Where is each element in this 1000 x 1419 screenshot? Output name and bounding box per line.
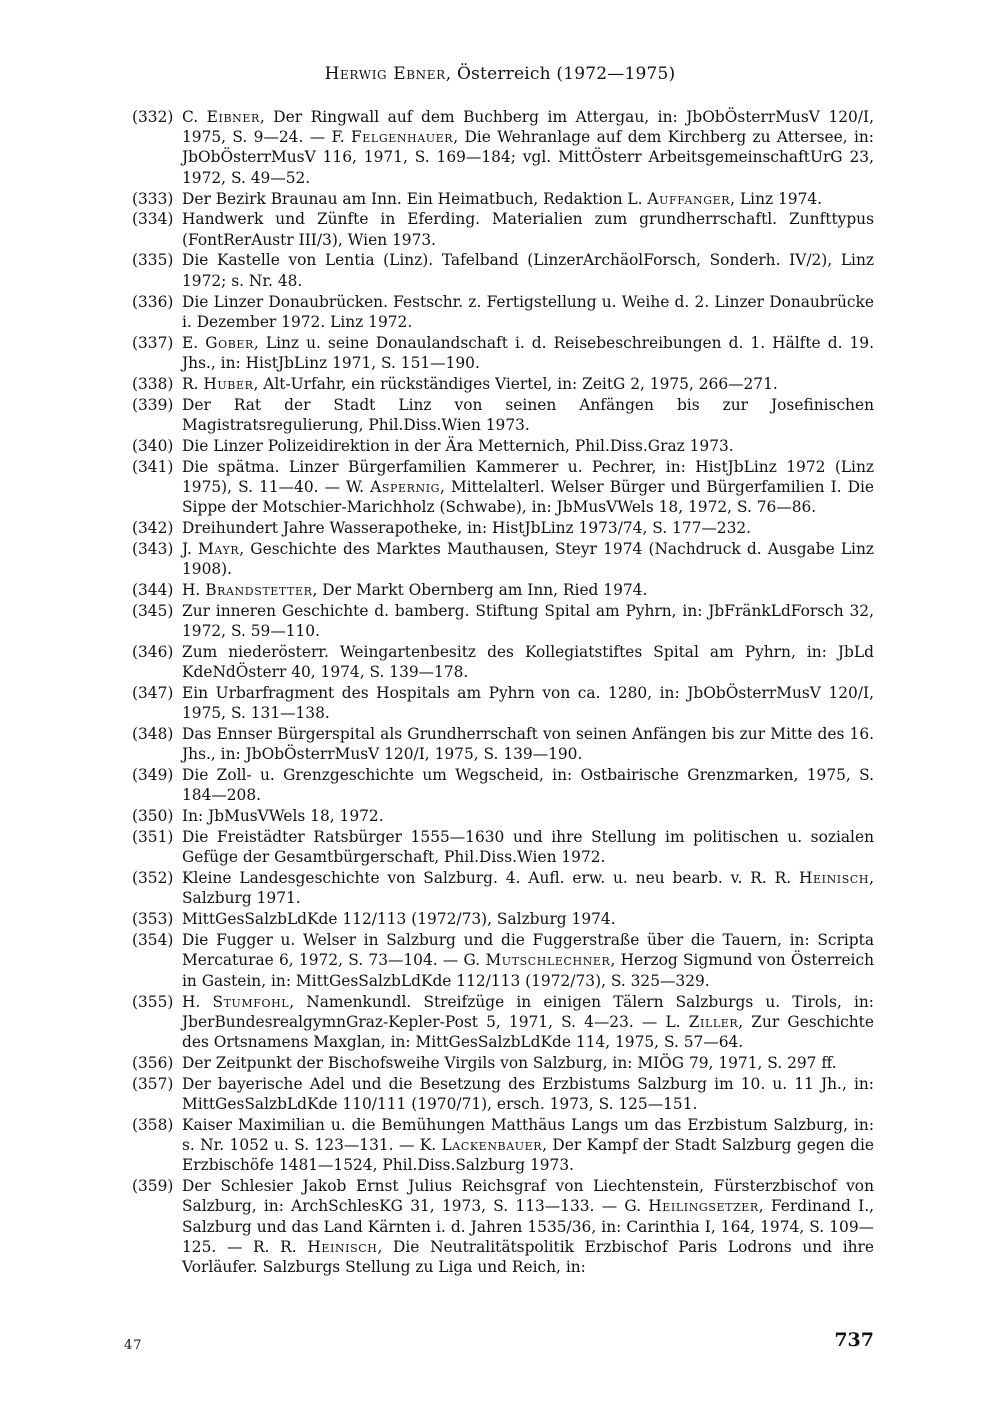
bibliography-entry <box>132 1074 874 1114</box>
entry-number: (345) <box>132 601 174 620</box>
citation-text: Die Linzer Polizeidirektion in der Ära Metternich, Phil.Diss.Graz 1973. <box>182 436 734 455</box>
entry-text <box>182 602 874 640</box>
entry-number: (335) <box>132 251 174 270</box>
entry-number: (351) <box>132 828 174 847</box>
bibliography-list <box>132 107 874 1278</box>
citation-text: , Alt-Urfahr, ein rückständiges Viertel, in: ZeitG 2, 1975, 266—271. <box>253 374 778 393</box>
author-name: Aspernig <box>370 477 441 496</box>
author-name: Ziller <box>688 1012 739 1031</box>
citation-text: Das Ennser Bürgerspital als Grundherrschaft von seinen Anfängen bis zur Mitte des 16. Jhs., in: JbObÖsterrMusV 120/I, 1975, S. 139—190. <box>182 725 874 764</box>
citation-text: , Ferdinand I., Salzburg und das Land Kärnten i. d. Jahren 1535/36, in: Carinthia I, 164, 1974, S. 109—125. — R. R. <box>182 1197 874 1256</box>
citation-text: , Salzburg 1971. <box>182 869 874 908</box>
citation-text: , Herzog Sigmund von Österreich in Gastein, in: MittGesSalzbLdKde 112/113 (1972/73), S. 325—329. <box>182 951 875 990</box>
citation-text: , Mittelalterl. Welser Bürger und Bürgerfamilien I. Die Sippe der Motschier-Marichholz (Schwabe), in: JbMusVWels 18, 1972, S. 76—86. <box>182 477 874 517</box>
entry-text <box>182 725 874 763</box>
bibliography-entry <box>132 724 874 764</box>
citation-text: Handwerk und Zünfte in Eferding. Materialien zum grundherrschaftl. Zunfttypus (FontRerAustr III/3), Wien 1973. <box>182 210 874 249</box>
entry-text <box>182 375 778 393</box>
bibliography-entry <box>132 457 874 518</box>
citation-text: Die Freistädter Ratsbürger 1555—1630 und ihre Stellung im politischen u. sozialen Gefüge der Gesamtbürgerschaft, Phil.Diss.Wien 1972. <box>182 828 874 867</box>
author-name: Felgenhauer <box>351 128 454 147</box>
entry-number: (349) <box>132 766 174 785</box>
entry-text <box>182 1177 874 1276</box>
citation-text: H. <box>182 580 206 599</box>
entry-text <box>182 540 874 578</box>
entry-number: (347) <box>132 684 174 702</box>
bibliography-entry <box>132 518 874 538</box>
running-head-title: , Österreich (1972—1975) <box>445 64 676 84</box>
entry-text <box>182 993 874 1051</box>
entry-number: (334) <box>132 210 174 229</box>
entry-number: (350) <box>132 807 174 826</box>
author-name: Heinisch <box>798 869 870 888</box>
author-name: Heinisch <box>307 1237 378 1256</box>
bibliography-entry <box>132 868 874 908</box>
entry-number: (342) <box>132 518 174 537</box>
bibliography-entry <box>132 683 874 723</box>
entry-text <box>182 828 874 866</box>
bibliography-entry <box>132 1053 874 1073</box>
entry-number: (332) <box>132 108 174 126</box>
bibliography-entry <box>132 1115 874 1176</box>
citation-text: Der Bezirk Braunau am Inn. Ein Heimatbuch, Redaktion L. <box>182 189 648 208</box>
entry-text <box>182 519 751 537</box>
author-name: Stumfohl <box>212 992 290 1011</box>
bibliography-entry <box>132 806 874 826</box>
entry-text <box>182 1116 874 1174</box>
entry-text <box>182 581 647 599</box>
entry-number: (358) <box>132 1115 174 1134</box>
citation-text: Die Kastelle von Lentia (Linz). Tafelband (LinzerArchäolForsch, Sonderh. IV/2), Linz 1972; s. Nr. 48. <box>182 251 874 290</box>
bibliography-entry <box>132 765 874 805</box>
author-name: Eibner <box>206 108 260 126</box>
bibliography-entry <box>132 209 874 249</box>
entry-text <box>182 807 384 825</box>
entry-text <box>182 334 874 372</box>
bibliography-entry <box>132 642 874 682</box>
entry-text <box>182 910 616 928</box>
author-name: Gober <box>205 333 254 352</box>
author-name: Auffanger <box>647 189 731 208</box>
bibliography-entry <box>132 601 874 641</box>
citation-text: , Linz u. seine Donaulandschaft i. d. Reisebeschreibungen d. 1. Hälfte d. 19. Jhs., in: HistJbLinz 1971, S. 151—190. <box>182 333 874 372</box>
entry-number: (341) <box>132 457 174 476</box>
citation-text: Der Zeitpunkt der Bischofsweihe Virgils von Salzburg, in: MIÖG 79, 1971, S. 297 ff. <box>182 1053 837 1072</box>
citation-text: Ein Urbarfragment des Hospitals am Pyhrn von ca. 1280, in: JbObÖsterrMusV 120/I, 1975, S. 131—138. <box>182 684 874 723</box>
entry-number: (343) <box>132 539 174 558</box>
citation-text: Zur inneren Geschichte d. bamberg. Stiftung Spital am Pyhrn, in: JbFränkLdForsch 32, 1972, S. 59—110. <box>182 601 874 641</box>
entry-text <box>182 190 822 208</box>
entry-number: (338) <box>132 374 174 393</box>
entry-text <box>182 251 874 289</box>
citation-text: Die Zoll- u. Grenzgeschichte um Wegscheid, in: Ostbairische Grenzmarken, 1975, S. 184—208. <box>182 766 874 805</box>
entry-number: (359) <box>132 1177 174 1196</box>
entry-text <box>182 869 874 907</box>
citation-text: MittGesSalzbLdKde 112/113 (1972/73), Salzburg 1974. <box>182 910 616 929</box>
citation-text: H. <box>182 992 213 1011</box>
entry-number: (352) <box>132 869 174 888</box>
entry-text <box>182 931 874 989</box>
citation-text: Zum niederösterr. Weingartenbesitz des Kollegiatstiftes Spital am Pyhrn, in: JbLd KdeNdÖsterr 40, 1974, S. 139—178. <box>182 642 874 682</box>
entry-number: (336) <box>132 292 174 311</box>
entry-text <box>182 1054 837 1072</box>
citation-text: , Der Kampf der Stadt Salzburg gegen die Erzbischöfe 1481—1524, Phil.Diss.Salzburg 1973. <box>182 1136 874 1175</box>
bibliography-entry <box>132 930 874 991</box>
bibliography-entry <box>132 292 874 332</box>
citation-text: C. <box>182 108 207 126</box>
citation-text: Die Fugger u. Welser in Salzburg und die Fuggerstraße über die Tauern, in: Scripta Mercaturae 6, 1972, S. 73—104. — G. <box>182 931 874 970</box>
entry-number: (333) <box>132 189 174 208</box>
citation-text: Dreihundert Jahre Wasserapotheke, in: HistJbLinz 1973/74, S. 177—232. <box>182 518 752 537</box>
entry-number: (337) <box>132 333 174 352</box>
bibliography-entry <box>132 250 874 290</box>
entry-text <box>182 643 874 681</box>
bibliography-entry <box>132 909 874 929</box>
bibliography-entry <box>132 395 874 435</box>
citation-text: , Namenkundl. Streifzüge in einigen Tälern Salzburgs u. Tirols, in: JberBundesrealgymnGraz-Kepler-Post 5, 1971, S. 4—23. — L. <box>182 992 874 1031</box>
running-head-author: Herwig Ebner <box>324 64 446 84</box>
bibliography-entry <box>132 333 874 373</box>
entry-text <box>182 1075 874 1113</box>
entry-number: (355) <box>132 992 174 1011</box>
citation-text: R. <box>182 374 204 393</box>
citation-text: E. <box>182 333 206 352</box>
bibliography-entry <box>132 992 874 1053</box>
entry-number: (357) <box>132 1074 174 1093</box>
citation-text: In: JbMusVWels 18, 1972. <box>182 807 384 826</box>
entry-number: (353) <box>132 910 174 929</box>
entry-text <box>182 108 874 187</box>
entry-text <box>182 437 734 455</box>
citation-text: , Zur Geschichte des Ortsnamens Maxglan, in: MittGesSalzbLdKde 114, 1975, S. 57—64. <box>182 1012 874 1051</box>
author-name: Mayr <box>198 539 240 558</box>
citation-text: , Der Markt Obernberg am Inn, Ried 1974. <box>312 580 648 599</box>
signature-mark: 47 <box>124 1338 143 1353</box>
bibliography-entry <box>132 436 874 456</box>
entry-number: (346) <box>132 642 174 661</box>
citation-text: Die spätma. Linzer Bürgerfamilien Kammerer u. Pechrer, in: HistJbLinz 1972 (Linz 1975), S. 11—40. — W. <box>182 457 874 496</box>
entry-text <box>182 458 874 516</box>
citation-text: J. <box>182 539 199 558</box>
entry-number: (348) <box>132 725 174 744</box>
author-name: Mutschlechner <box>485 951 611 970</box>
entry-number: (344) <box>132 580 174 599</box>
bibliography-entry <box>132 580 874 600</box>
citation-text: , Der Ringwall auf dem Buchberg im Attergau, in: JbObÖsterrMusV 120/I, 1975, S. 9—24. — F. <box>182 108 874 147</box>
bibliography-entry <box>132 827 874 867</box>
entry-text <box>182 766 874 804</box>
citation-text: , Die Wehranlage auf dem Kirchberg zu Attersee, in: JbObÖsterrMusV 116, 1971, S. 169—184; vgl. MittÖsterr ArbeitsgemeinschaftUrG 23, 1972, S. 49—52. <box>182 128 874 187</box>
bibliography-entry <box>132 374 874 394</box>
citation-text: Die Linzer Donaubrücken. Festschr. z. Fertigstellung u. Weihe d. 2. Linzer Donaubrücke i. Dezember 1972. Linz 1972. <box>182 292 874 331</box>
author-name: Heilingsetzer <box>648 1197 759 1216</box>
entry-text <box>182 293 874 331</box>
bibliography-entry <box>132 189 874 209</box>
entry-number: (354) <box>132 931 174 950</box>
citation-text: Der bayerische Adel und die Besetzung des Erzbistums Salzburg im 10. u. 11 Jh., in: MittGesSalzbLdKde 110/111 (1970/71), ersch. 1973, S. 125—151. <box>182 1074 874 1113</box>
citation-text: , Die Neutralitätspolitik Erzbischof Paris Lodrons und ihre Vorläufer. Salzburgs Stellung zu Liga und Reich, in: <box>182 1237 874 1276</box>
author-name: Brandstetter <box>205 580 313 599</box>
author-name: Lackenbauer <box>441 1136 543 1155</box>
author-name: Huber <box>203 374 254 393</box>
bibliography-entry <box>132 1176 874 1277</box>
citation-text: , Linz 1974. <box>730 189 823 208</box>
entry-text <box>182 396 874 434</box>
citation-text: , Geschichte des Marktes Mauthausen, Steyr 1974 (Nachdruck d. Ausgabe Linz 1908). <box>182 539 875 579</box>
citation-text: Der Schlesier Jakob Ernst Julius Reichsgraf von Liechtenstein, Fürsterzbischof von Salzburg, in: ArchSchlesKG 31, 1973, S. 113—133. — G. <box>182 1177 874 1216</box>
entry-number: (339) <box>132 395 174 414</box>
page-number: 737 <box>834 1329 874 1351</box>
entry-number: (340) <box>132 436 174 455</box>
citation-text: Kaiser Maximilian u. die Bemühungen Matthäus Langs um das Erzbistum Salzburg, in: s. Nr. 1052 u. S. 123—131. — K. <box>182 1115 874 1155</box>
entry-text <box>182 684 874 722</box>
citation-text: Der Rat der Stadt Linz von seinen Anfängen bis zur Josefinischen Magistratsregulierung, Phil.Diss.Wien 1973. <box>182 395 874 434</box>
entry-text <box>182 210 874 248</box>
bibliography-entry <box>132 539 874 579</box>
entry-number: (356) <box>132 1053 174 1072</box>
citation-text: Kleine Landesgeschichte von Salzburg. 4. Aufl. erw. u. neu bearb. v. R. R. <box>182 869 799 888</box>
bibliography-entry <box>132 107 874 188</box>
running-head <box>0 64 1000 84</box>
